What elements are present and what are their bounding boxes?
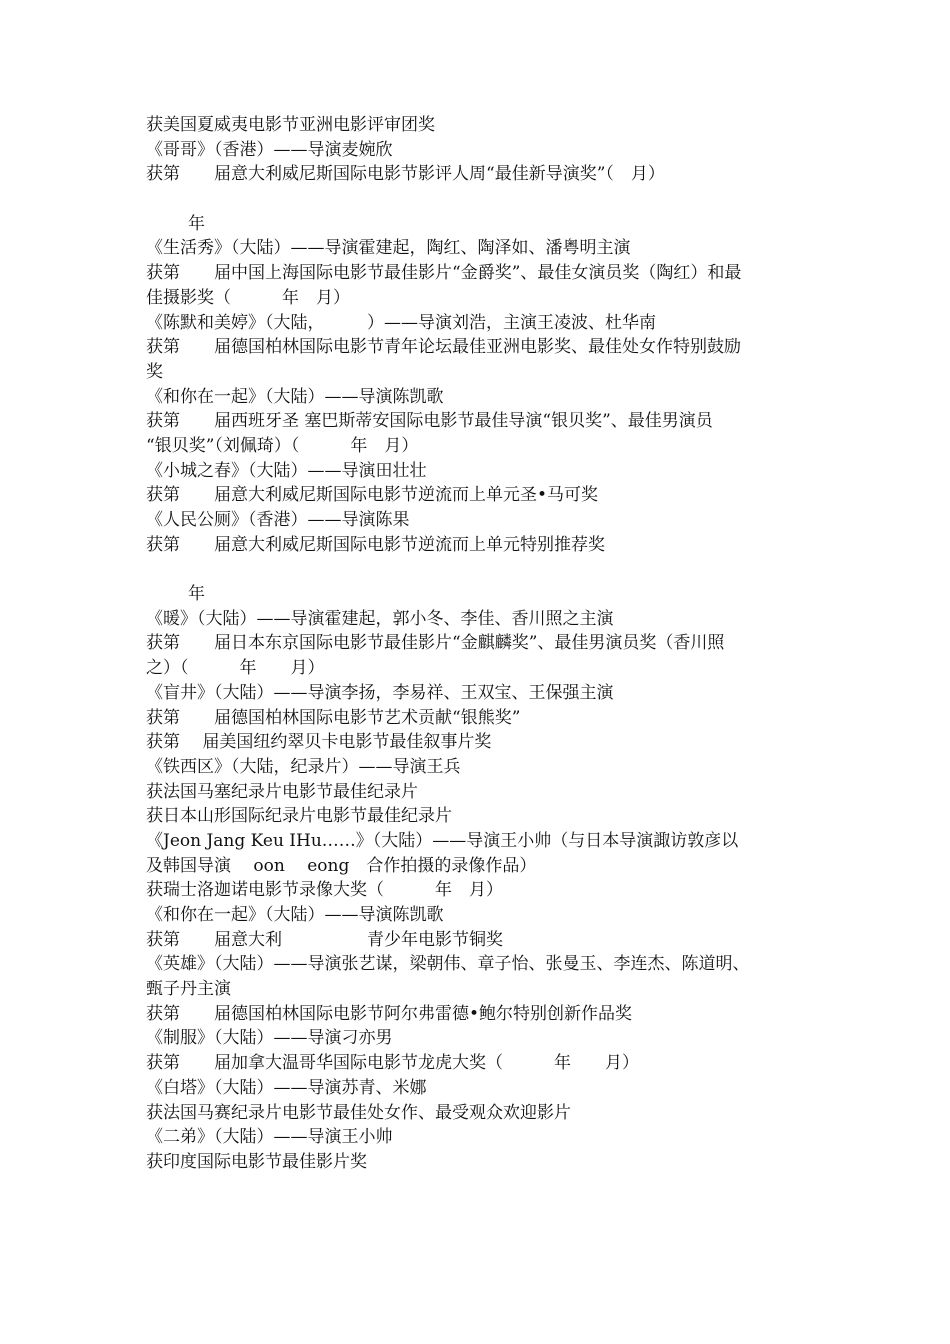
- film-title-line: 《Jeon Jang Keu IHu……》（大陆）——导演王小帅（与日本导演諏访敦彦以: [146, 830, 739, 851]
- year-heading: 年: [188, 213, 205, 234]
- film-title-line-continued: 及韩国导演 oon eong 合作拍摄的录像作品）: [146, 855, 537, 876]
- film-title-line: 《二弟》（大陆）——导演王小帅: [146, 1127, 393, 1148]
- film-title-line: 《制服》（大陆）——导演刁亦男: [146, 1028, 393, 1049]
- year-heading: 年: [188, 584, 205, 605]
- award-line: 获印度国际电影节最佳影片奖: [146, 1151, 367, 1172]
- text-line: 获美国夏威夷电影节亚洲电影评审团奖: [146, 115, 435, 135]
- award-line: 获第 届中国上海国际电影节最佳影片“金爵奖”、最佳女演员奖（陶红）和最: [146, 263, 742, 284]
- blank-line: [146, 187, 826, 212]
- film-title-line: 《和你在一起》（大陆）——导演陈凯歌: [146, 386, 444, 407]
- award-line: 获第 届德国柏林国际电影节阿尔弗雷德•鲍尔特别创新作品奖: [146, 1003, 633, 1024]
- award-line-continued: 佳摄影奖（ 年 月）: [146, 287, 350, 308]
- film-title-line: 《陈默和美婷》（大陆， ）——导演刘浩，主演王凌波、杜华南: [146, 312, 656, 333]
- award-line: 获法国马赛纪录片电影节最佳处女作、最受观众欢迎影片: [146, 1102, 571, 1123]
- film-title-line: 《哥哥》（香港）——导演麦婉欣: [146, 139, 393, 160]
- award-line-continued: 奖: [146, 361, 163, 382]
- award-line: 获第 届日本东京国际电影节最佳影片“金麒麟奖”、最佳男演员奖（香川照: [146, 633, 725, 654]
- film-title-line: 《和你在一起》（大陆）——导演陈凯歌: [146, 905, 444, 925]
- award-line-continued: “银贝奖”（刘佩琦）（ 年 月）: [146, 435, 419, 456]
- award-line-continued: 之）（ 年 月）: [146, 658, 325, 679]
- film-title-line: 《英雄》（大陆）——导演张艺谋，梁朝伟、章子怡、张曼玉、李连杰、陈道明、: [146, 954, 750, 975]
- award-line: 获第 届意大利 青少年电影节铜奖: [146, 929, 503, 950]
- award-line: 获瑞士洛迦诺电影节录像大奖（ 年 月）: [146, 880, 503, 901]
- award-line: 获第 届意大利威尼斯国际电影节逆流而上单元特别推荐奖: [146, 534, 605, 555]
- document-body: [146, 113, 826, 1175]
- award-line: 获第 届意大利威尼斯国际电影节影评人周“最佳新导演奖”（ 月）: [146, 164, 665, 185]
- award-line: 获第 届西班牙圣 塞巴斯蒂安国际电影节最佳导演“银贝奖”、最佳男演员: [146, 411, 713, 432]
- award-line: 获第 届美国纽约翠贝卡电影节最佳叙事片奖: [146, 732, 492, 753]
- award-line: 获第 届德国柏林国际电影节艺术贡献“银熊奖”: [146, 707, 521, 728]
- film-title-line: 《小城之春》（大陆）——导演田壮壮: [146, 460, 427, 481]
- film-title-line: 《人民公厕》（香港）——导演陈果: [146, 510, 410, 530]
- film-title-line: 《白塔》（大陆）——导演苏青、米娜: [146, 1077, 427, 1098]
- award-line: 获法国马塞纪录片电影节最佳纪录片: [146, 781, 418, 802]
- film-title-line: 《铁西区》（大陆，纪录片）——导演王兵: [146, 756, 461, 777]
- award-line: 获第 届加拿大温哥华国际电影节龙虎大奖（ 年 月）: [146, 1053, 639, 1074]
- award-line: 获第 届德国柏林国际电影节青年论坛最佳亚洲电影奖、最佳处女作特别鼓励: [146, 337, 741, 358]
- film-title-line-continued: 甄子丹主演: [146, 979, 231, 1000]
- film-title-line: 《暖》（大陆）——导演霍建起，郭小冬、李佳、香川照之主演: [146, 608, 614, 629]
- award-line: 获第 届意大利威尼斯国际电影节逆流而上单元圣•马可奖: [146, 485, 599, 506]
- blank-line: [146, 557, 826, 582]
- award-line: 获日本山形国际纪录片电影节最佳纪录片: [146, 806, 452, 827]
- film-title-line: 《盲井》（大陆）——导演李扬，李易祥、王双宝、王保强主演: [146, 682, 614, 703]
- film-title-line: 《生活秀》（大陆）——导演霍建起，陶红、陶泽如、潘粤明主演: [146, 238, 631, 259]
